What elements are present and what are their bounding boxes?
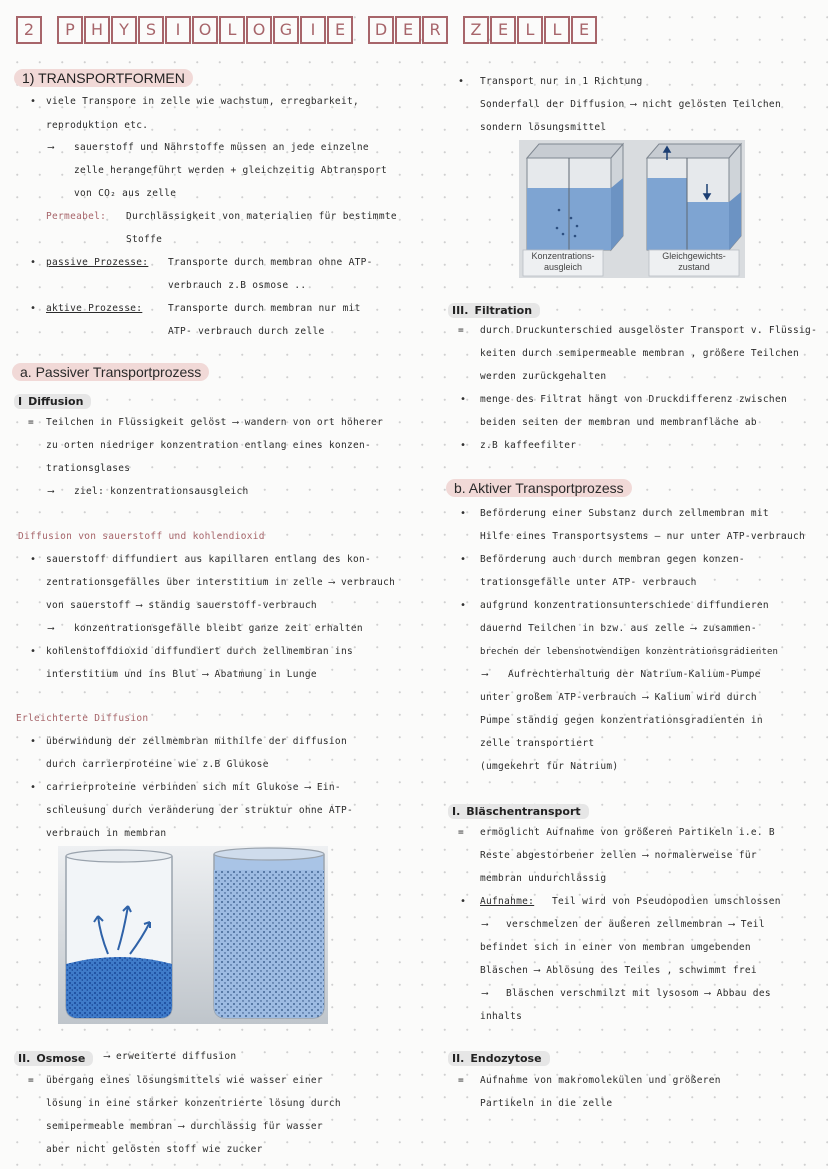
aufnahme-label: Aufnahme: <box>480 896 535 907</box>
title-letter: E <box>571 16 597 44</box>
title-letter: I <box>165 16 191 44</box>
title-letter: R <box>422 16 448 44</box>
bullet: • <box>30 782 37 793</box>
aktive-label: aktive Prozesse: <box>46 303 143 314</box>
text-line: Durchlässigkeit von materialien für bestimmte <box>126 211 397 222</box>
arrow-icon: ⟶ <box>48 142 55 153</box>
subheading-blaeschentransport <box>448 800 589 819</box>
section-heading-transportformen <box>14 68 193 87</box>
text-line: Beförderung einer Substanz durch zellmembran mit <box>480 508 769 519</box>
text-line: zelle herangeführt werden + gleichzeitig Abtransport <box>74 165 388 176</box>
heading-text: a. Passiver Transportprozess <box>12 363 209 381</box>
text-line: Stoffe <box>126 234 163 245</box>
text-line: brechen der lebensnotwendigen konzentrationsgradienten <box>480 647 778 657</box>
title-letter: O <box>246 16 272 44</box>
text-line: Teil wird von Pseudopodien umschlossen <box>552 896 781 907</box>
heading-text: 1) TRANSPORTFORMEN <box>14 69 193 87</box>
text-line: Sonderfall der Diffusion ⟶ nicht gelösten Teilchen <box>480 99 781 110</box>
text-line: (umgekehrt für Natrium) <box>480 761 619 772</box>
text-line: reproduktion etc. <box>46 120 149 131</box>
text-line: ⟶ erweiterte diffusion <box>104 1051 237 1062</box>
text-line: interstitium und ins Blut ⟶ Abatmung in Lunge <box>46 669 317 680</box>
title-letter: L <box>517 16 543 44</box>
text-line: z.B kaffeefilter <box>480 440 577 451</box>
heading-text: Bläschentransport <box>466 805 581 818</box>
text-line: viele Transpore in zelle wie wachstum, erregbarkeit, <box>46 96 360 107</box>
text-line: schleusung durch veränderung der struktur ohne ATP- <box>46 805 353 816</box>
text-line: Transporte durch membran ohne ATP- <box>168 257 373 268</box>
caption-konzentrationsausgleich: Konzentrations- ausgleich <box>531 251 595 272</box>
equals-marker: = <box>458 827 465 838</box>
title-letter: Y <box>111 16 137 44</box>
bullet: • <box>30 646 37 657</box>
text-line: zentrationsgefälles über interstitium in zelle ⟶ verbrauch <box>46 577 396 588</box>
page-title <box>16 16 598 44</box>
diffusion-beaker-image <box>58 846 328 1024</box>
text-line: von sauerstoff ⟶ ständig sauerstoff-verbrauch <box>46 600 317 611</box>
text-line: inhalts <box>480 1011 523 1022</box>
bullet: • <box>30 96 37 107</box>
text-line: aufgrund konzentrationsunterschiede diffundieren <box>480 600 769 611</box>
title-letter: P <box>57 16 83 44</box>
title-letter: L <box>219 16 245 44</box>
section-number: I <box>18 395 23 408</box>
text-line: konzentrationsgefälle bleibt ganze zeit erhalten <box>74 623 363 634</box>
section-number: III. <box>452 304 469 317</box>
text-line: semipermeable membran ⟶ durchlässig für wasser <box>46 1121 323 1132</box>
text-line: von CO₂ aus zelle <box>74 188 177 199</box>
text-line: unter großem ATP-verbrauch ⟶ Kalium wird durch <box>480 692 757 703</box>
text-line: dauernd Teilchen in bzw. aus zelle ⟶ zusammen- <box>480 623 757 634</box>
text-line: durch Druckunterschied ausgelöster Transport v. Flüssig- <box>480 325 818 336</box>
bullet: • <box>30 303 37 314</box>
heading-text: Osmose <box>36 1052 86 1065</box>
text-line: Partikeln in die zelle <box>480 1098 613 1109</box>
text-line: sauerstoff und Nährstoffe müssen an jede einzelne <box>74 142 369 153</box>
text-line: Reste abgestorbener zellen ⟶ normalerweise für <box>480 850 757 861</box>
text-line: werden zurückgehalten <box>480 371 607 382</box>
text-line: lösung in eine stärker konzentrierte lösung durch <box>46 1098 341 1109</box>
text-line: ATP- verbrauch durch zelle <box>168 326 325 337</box>
equals-marker: = <box>458 325 465 336</box>
arrow-icon: ⟶ <box>482 988 489 999</box>
title-letter: Z <box>463 16 489 44</box>
text-line: verbrauch in membran <box>46 828 167 839</box>
text-line: keiten durch semipermeable membran , größere Teilchen <box>480 348 800 359</box>
bullet: • <box>460 554 467 565</box>
text-line: Aufrechterhaltung der Natrium-Kalium-Pumpe <box>508 669 761 680</box>
section-number: II. <box>18 1052 31 1065</box>
title-word-der <box>368 16 449 44</box>
bullet: • <box>460 600 467 611</box>
text-line: Hilfe eines Transportsystems – nur unter ATP-verbrauch <box>480 531 806 542</box>
section-heading-passiv <box>12 362 209 381</box>
text-line: befindet sich in einer von membran umgebenden <box>480 942 751 953</box>
subheading-osmose <box>14 1047 93 1066</box>
text-line: zu orten niedriger konzentration entlang eines konzen- <box>46 440 372 451</box>
bullet: • <box>30 554 37 565</box>
title-letter: O <box>192 16 218 44</box>
bullet: • <box>460 508 467 519</box>
text-line: trationsglases <box>46 463 131 474</box>
text-line: Transport nur in 1 Richtung <box>480 76 643 87</box>
title-letter: G <box>273 16 299 44</box>
passive-label: passive Prozesse: <box>46 257 149 268</box>
bullet: • <box>458 76 465 87</box>
text-line: sauerstoff diffundiert aus kapillaren entlang des kon- <box>46 554 372 565</box>
text-line: verbrauch z.B osmose .. <box>168 280 307 291</box>
text-line: ziel: konzentrationsausgleich <box>74 486 249 497</box>
bullet: • <box>460 896 467 907</box>
subheading-sauerstoff: Diffusion von sauerstoff und kohlendioxid <box>18 531 265 542</box>
text-line: kohlenstoffdioxid diffundiert durch zellmembran ins <box>46 646 353 657</box>
text-line: carrierproteine verbinden sich mit Glukose ⟶ Ein- <box>46 782 341 793</box>
arrow-icon: ⟶ <box>482 919 489 930</box>
text-line: beiden seiten der membran und membranfläche ab <box>480 417 757 428</box>
section-heading-aktiv <box>446 478 632 497</box>
text-line: trationsgefälle unter ATP- verbrauch <box>480 577 697 588</box>
osmosis-diagram-image <box>519 140 745 278</box>
text-line: Bläschen ⟶ Ablösung des Teiles , schwimmt frei <box>480 965 757 976</box>
text-line: durch carrierproteine wie z.B Glukose <box>46 759 269 770</box>
text-line: membran undurchlässig <box>480 873 607 884</box>
text-line: ermöglicht Aufnahme von größeren Partikeln i.e. B <box>480 827 775 838</box>
bullet: • <box>30 736 37 747</box>
text-line: überwindung der zellmembran mithilfe der diffusion <box>46 736 347 747</box>
equals-marker: = <box>458 1075 465 1086</box>
section-number: II. <box>452 1052 465 1065</box>
subheading-diffusion <box>14 390 91 409</box>
text-line: Beförderung auch durch membran gegen konzen- <box>480 554 745 565</box>
section-number: I. <box>452 805 461 818</box>
title-word-physiologie <box>57 16 354 44</box>
text-line: verschmelzen der äußeren zellmembran ⟶ Teil <box>506 919 765 930</box>
text-line: Teilchen in Flüssigkeit gelöst ⟶ wandern von ort höherer <box>46 417 384 428</box>
equals-marker: = <box>28 1075 35 1086</box>
title-letter: L <box>544 16 570 44</box>
bullet: • <box>30 257 37 268</box>
title-letter: E <box>490 16 516 44</box>
equals-marker: = <box>28 417 35 428</box>
text-line: Pumpe ständig gegen konzentrationsgradienten in <box>480 715 763 726</box>
text-line: aber nicht gelösten stoff wie zucker <box>46 1144 263 1155</box>
text-line: zelle transportiert <box>480 738 595 749</box>
title-number: 2 <box>16 16 42 44</box>
subheading-filtration <box>448 299 540 318</box>
title-word-zelle <box>463 16 598 44</box>
permeabel-label: Permeabel: <box>46 211 107 222</box>
heading-text: Endozytose <box>470 1052 542 1065</box>
title-letter: S <box>138 16 164 44</box>
text-line: Transporte durch membran nur mit <box>168 303 361 314</box>
heading-text: Diffusion <box>28 395 84 408</box>
title-letter: E <box>327 16 353 44</box>
heading-text: Filtration <box>474 304 533 317</box>
text-line: sondern lösungsmittel <box>480 122 607 133</box>
text-line: Aufnahme von makromolekülen und größeren <box>480 1075 721 1086</box>
title-letter: H <box>84 16 110 44</box>
text-line: übergang eines lösungsmittels wie wasser einer <box>46 1075 323 1086</box>
arrow-icon: ⟶ <box>482 669 489 680</box>
title-letter: I <box>300 16 326 44</box>
subheading-endozytose <box>448 1047 550 1066</box>
bullet: • <box>460 394 467 405</box>
text-line: menge des Filtrat hängt von Druckdifferenz zwischen <box>480 394 787 405</box>
arrow-icon: ⟶ <box>48 486 55 497</box>
subheading-erleichterte: Erleichterte Diffusion <box>16 713 149 724</box>
text-line: Bläschen verschmilzt mit lysosom ⟶ Abbau des <box>506 988 771 999</box>
arrow-icon: ⟶ <box>48 623 55 634</box>
title-letter: E <box>395 16 421 44</box>
caption-gleichgewichtszustand: Gleichgewichts- zustand <box>662 251 726 272</box>
title-letter: D <box>368 16 394 44</box>
bullet: • <box>460 440 467 451</box>
heading-text: b. Aktiver Transportprozess <box>446 479 632 497</box>
